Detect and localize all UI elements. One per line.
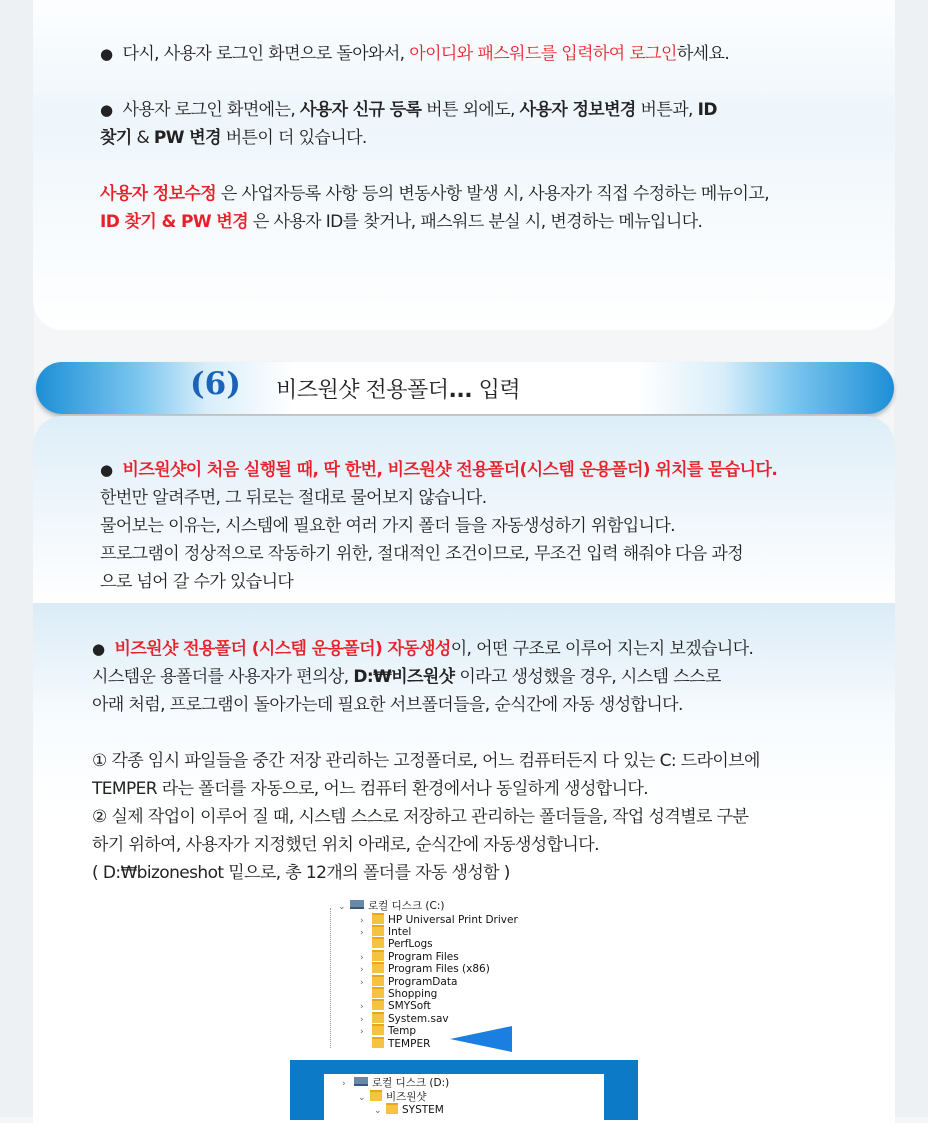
chevron-down-icon[interactable]: ⌄ xyxy=(338,902,346,912)
chevron-right-icon[interactable]: › xyxy=(360,1027,364,1037)
paragraph-line: 프로그램이 정상적으로 작동하기 위한, 절대적인 조건이므로, 무조건 입력 해줘야 다음 과정 xyxy=(100,544,744,564)
bullet-icon: ● xyxy=(100,101,113,119)
text: & xyxy=(131,128,154,148)
tree-label: Temp xyxy=(388,1025,416,1037)
text: 사용자 로그인 화면에는, xyxy=(122,100,300,120)
title-suffix: 입력 xyxy=(472,378,521,403)
folder-icon xyxy=(372,987,384,998)
tree-label: HP Universal Print Driver xyxy=(388,914,518,926)
tree-node[interactable] xyxy=(360,925,411,937)
note-text: ( D:₩bizoneshot 밑으로, 총 12개의 폴더를 자동 생성함 ) xyxy=(92,863,510,883)
title-dots: ... xyxy=(448,378,473,403)
bullet-icon: ● xyxy=(100,461,113,479)
text: 버튼 외에도, xyxy=(421,100,520,120)
text: 이, 어떤 구조로 이루어 지는지 보겠습니다. xyxy=(450,639,754,659)
tree-node[interactable] xyxy=(360,975,457,987)
highlight-text: 비즈원샷 전용폴더 (시스템 운용폴더) 자동생성 xyxy=(114,639,451,659)
tree-node[interactable] xyxy=(360,937,433,949)
paragraph-line: 아래 처럼, 프로그램이 돌아가는데 필요한 서브폴더들을, 순식간에 자동 생성합니다. xyxy=(92,695,683,715)
highlight-text: 비즈원샷이 처음 실행될 때, 딱 한번, 비즈원샷 전용폴더(시스템 운용폴더) 위치를 묻습니다. xyxy=(122,460,778,480)
text: 버튼과, xyxy=(635,100,698,120)
tree-label: SMYSoft xyxy=(388,1000,431,1012)
paragraph-login-buttons xyxy=(100,96,717,124)
paragraph-line: 한번만 알려주면, 그 뒤로는 절대로 물어보지 않습니다. xyxy=(100,488,487,508)
chevron-right-icon[interactable]: › xyxy=(360,953,364,963)
list-item: ① 각종 임시 파일들을 중간 저장 관리하는 고정폴더로, 어느 컴퓨터든지 다 있는 C: 드라이브에 xyxy=(92,751,760,771)
chevron-right-icon[interactable]: › xyxy=(360,928,364,938)
tree-label: 로컬 디스크 (D:) xyxy=(372,1077,450,1089)
folder-icon xyxy=(372,962,384,973)
section-number: (6) xyxy=(190,366,241,402)
tree-node[interactable] xyxy=(360,962,490,974)
tree-node[interactable] xyxy=(358,1090,427,1102)
tree-node[interactable] xyxy=(360,950,459,962)
chevron-right-icon[interactable]: › xyxy=(360,1015,364,1025)
bullet-icon: ● xyxy=(92,640,105,658)
paragraph-login-again xyxy=(100,40,729,68)
folder-icon xyxy=(372,1012,384,1023)
paragraph-auto-create xyxy=(92,635,753,663)
bold-text: D:₩비즈원샷 xyxy=(353,667,455,687)
tree-label: System.sav xyxy=(388,1013,449,1025)
bold-text: 사용자 정보변경 xyxy=(519,100,636,120)
chevron-right-icon[interactable]: › xyxy=(342,1079,346,1089)
list-item: ② 실제 작업이 이루어 질 때, 시스템 스스로 저장하고 관리하는 폴더들을, 작업 성격별로 구분 xyxy=(92,807,749,827)
list-item: TEMPER 라는 폴더를 자동으로, 어느 컴퓨터 환경에서나 동일하게 생성합니다. xyxy=(92,779,649,799)
tree-label: Program Files xyxy=(388,951,459,963)
folder-icon xyxy=(372,925,384,936)
chevron-down-icon[interactable]: ⌄ xyxy=(358,1093,366,1103)
tree-label: ProgramData xyxy=(388,976,458,988)
bold-text: 사용자 신규 등록 xyxy=(299,100,422,120)
tree-node-drive-c[interactable] xyxy=(338,900,444,912)
paragraph-user-info-edit xyxy=(100,180,769,208)
section-title xyxy=(276,373,520,404)
tree-node-temper[interactable] xyxy=(360,1037,430,1049)
folder-icon xyxy=(370,1090,382,1101)
paragraph-line: 으로 넘어 갈 수가 있습니다 xyxy=(100,572,294,592)
tree-node-drive-d[interactable] xyxy=(342,1077,449,1089)
tree-label: PerfLogs xyxy=(388,938,433,950)
list-item: 하기 위하여, 사용자가 지정했던 위치 아래로, 순식간에 자동생성합니다. xyxy=(92,835,599,855)
folder-icon xyxy=(372,999,384,1010)
tree-node[interactable] xyxy=(360,1012,449,1024)
folder-icon xyxy=(372,975,384,986)
tree-label: 비즈원샷 xyxy=(386,1091,427,1103)
text: 은 사용자 ID를 찾거나, 패스워드 분실 시, 변경하는 메뉴입니다. xyxy=(248,212,703,232)
highlight-text: ID 찾기 & PW 변경 xyxy=(100,212,249,232)
bold-text: 찾기 xyxy=(100,128,132,148)
tree-label: SYSTEM xyxy=(402,1104,444,1116)
chevron-down-icon[interactable]: ⌄ xyxy=(374,1106,382,1116)
text: 하세요. xyxy=(676,44,730,64)
section-6-banner xyxy=(36,362,894,414)
text: 시스템운 용폴더를 사용자가 편의상, xyxy=(92,667,354,687)
tree-label: TEMPER xyxy=(388,1038,431,1050)
folder-icon xyxy=(372,913,384,924)
tree-node[interactable] xyxy=(360,999,431,1011)
bold-text: PW 변경 xyxy=(153,128,221,148)
tree-node[interactable] xyxy=(374,1103,444,1115)
paragraph-login-buttons-line2 xyxy=(100,124,367,152)
folder-tree-d-frame xyxy=(290,1060,638,1120)
chevron-right-icon[interactable]: › xyxy=(360,965,364,975)
highlight-text: 아이디와 패스워드를 입력하여 로그인 xyxy=(409,44,677,64)
folder-icon xyxy=(372,937,384,948)
chevron-right-icon[interactable]: › xyxy=(360,1002,364,1012)
pointer-arrow-icon xyxy=(450,1026,512,1052)
paragraph-id-pw xyxy=(100,208,702,236)
left-margin xyxy=(0,0,34,1117)
right-margin xyxy=(894,0,928,1117)
drive-icon xyxy=(354,1077,368,1086)
tree-guide-line xyxy=(330,908,331,1048)
text: 이라고 생성했을 경우, 시스템 스스로 xyxy=(454,667,721,687)
text: 버튼이 더 있습니다. xyxy=(220,128,367,148)
chevron-right-icon[interactable]: › xyxy=(360,916,364,926)
text: 은 사업자등록 사항 등의 변동사항 발생 시, 사용자가 직접 수정하는 메뉴이고, xyxy=(216,184,770,204)
text: 다시, 사용자 로그인 화면으로 돌아와서, xyxy=(122,44,410,64)
chevron-right-icon[interactable]: › xyxy=(360,978,364,988)
bold-text: ID xyxy=(697,100,717,120)
tree-label: Shopping xyxy=(388,988,438,1000)
tree-node[interactable] xyxy=(360,913,518,925)
drive-icon xyxy=(350,900,364,909)
folder-icon xyxy=(372,1024,384,1035)
title-text: 비즈원샷 전용폴더 xyxy=(276,378,449,403)
tree-node[interactable] xyxy=(360,1024,416,1036)
tree-label: 로컬 디스크 (C:) xyxy=(368,900,445,912)
paragraph-headline xyxy=(100,456,777,484)
folder-tree-d xyxy=(324,1074,604,1120)
folder-icon xyxy=(386,1103,398,1114)
paragraph-line xyxy=(92,663,721,691)
paragraph-line: 물어보는 이유는, 시스템에 필요한 여러 가지 폴더 들을 자동생성하기 위함입니다. xyxy=(100,516,675,536)
tree-node[interactable] xyxy=(360,987,437,999)
tree-label: Intel xyxy=(388,926,412,938)
bullet-icon: ● xyxy=(100,45,113,63)
folder-icon xyxy=(372,950,384,961)
highlight-text: 사용자 정보수정 xyxy=(100,184,217,204)
folder-icon xyxy=(372,1037,384,1048)
tree-label: Program Files (x86) xyxy=(388,963,490,975)
